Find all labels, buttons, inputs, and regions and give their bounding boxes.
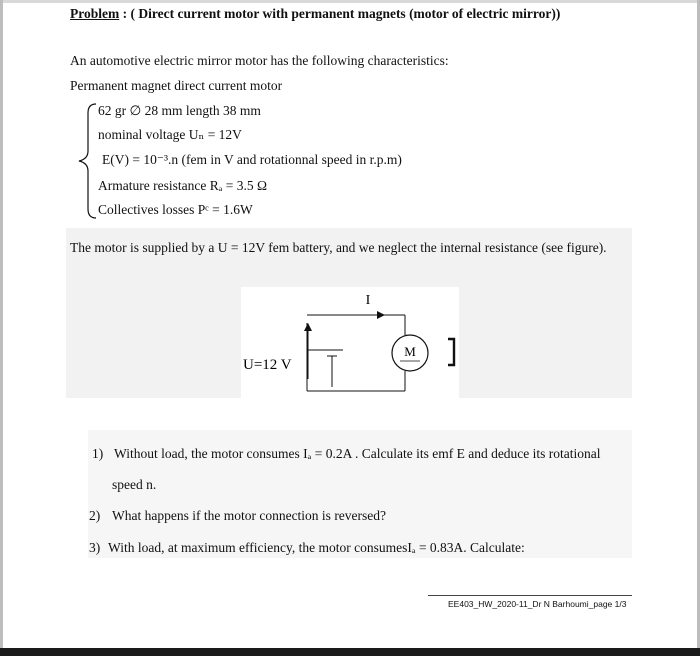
motor-label: M	[404, 344, 416, 359]
question-text: What happens if the motor connection is reversed?	[112, 508, 387, 523]
question-text-continued: speed n.	[112, 477, 157, 492]
question-text: Without load, the motor consumes Iₐ = 0.2A . Calculate its emf E and deduce its rotational	[114, 446, 601, 461]
page-frame-left	[0, 0, 3, 656]
curly-brace-icon	[76, 103, 98, 219]
question-number: 3)	[89, 540, 101, 555]
page-frame-bottom	[0, 648, 700, 656]
intro-text: An automotive electric mirror motor has the following characteristics:	[70, 53, 449, 68]
characteristic-item: Armature resistance Rₐ = 3.5 Ω	[98, 178, 268, 193]
problem-title	[70, 6, 560, 22]
problem-heading: ( Direct current motor with permanent magnets (motor of electric mirror))	[130, 6, 561, 21]
motor-type: Permanent magnet direct current motor	[70, 78, 283, 93]
characteristic-item: E(V) = 10⁻³.n (fem in V and rotationnal speed in r.p.m)	[102, 152, 402, 167]
characteristic-item: 62 gr ∅ 28 mm length 38 mm	[98, 103, 261, 118]
current-label: I	[365, 293, 371, 308]
supply-text: The motor is supplied by a U = 12V fem battery, and we neglect the internal resistance (see figure).	[70, 240, 607, 255]
circuit-figure	[241, 287, 459, 398]
question-number: 1)	[92, 446, 104, 461]
problem-label: Problem	[70, 6, 120, 21]
question-number: 2)	[89, 508, 101, 523]
voltage-label: U=12 V	[243, 357, 292, 373]
characteristic-item: Collectives losses Pᶜ = 1.6W	[98, 202, 253, 217]
problem-colon: :	[119, 6, 131, 21]
footer-rule	[428, 595, 632, 596]
page-frame-top	[0, 0, 700, 3]
characteristic-item: nominal voltage Uₙ = 12V	[98, 127, 242, 142]
circuit-diagram	[241, 287, 459, 398]
question-text: With load, at maximum efficiency, the motor consumesIₐ = 0.83A. Calculate:	[108, 540, 525, 555]
page-footer: EE403_HW_2020-11_Dr N Barhoumi_page 1/3	[448, 599, 627, 609]
